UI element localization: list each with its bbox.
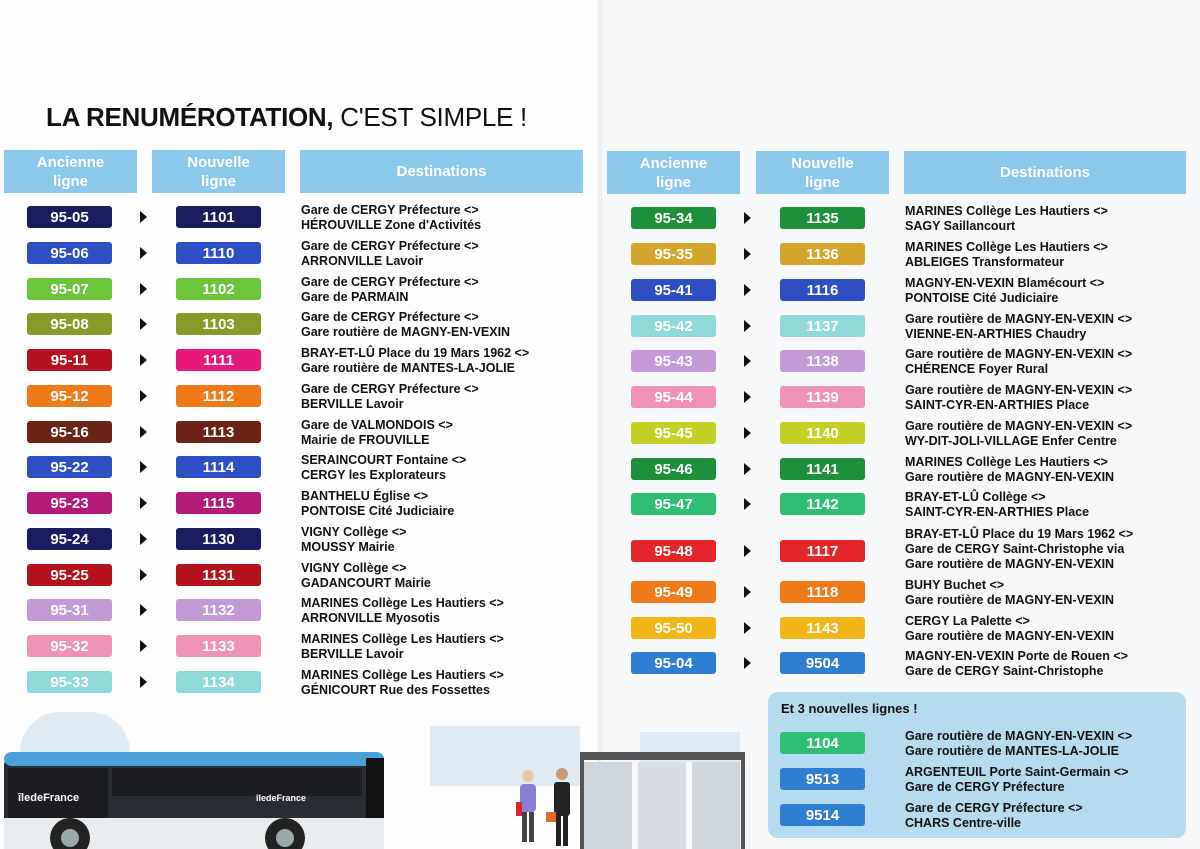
destination-line: VIENNE-EN-ARTHIES Chaudry — [905, 327, 1087, 341]
destination-line: BUHY Buchet <> — [905, 578, 1005, 592]
destination-text — [301, 346, 529, 376]
destination-line: ABLEIGES Transformateur — [905, 255, 1065, 269]
new-line-badge: 1114 — [176, 456, 261, 478]
destination-line: ARRONVILLE Myosotis — [301, 611, 440, 625]
destination-line: CERGY La Palette <> — [905, 614, 1030, 628]
old-line-badge: 95-11 — [27, 349, 112, 371]
destination-line: SAINT-CYR-EN-ARTHIES Place — [905, 398, 1090, 412]
passengers-illustration — [512, 764, 584, 849]
destination-text — [301, 668, 504, 698]
destination-line: Gare de CERGY Préfecture <> — [301, 310, 479, 324]
arrow-right-icon — [140, 211, 147, 223]
page-title: LA RENUMÉROTATION, C'EST SIMPLE ! — [46, 102, 527, 132]
arrow-right-icon — [744, 212, 751, 224]
new-line-badge: 1142 — [780, 493, 865, 515]
destination-text — [905, 765, 1128, 795]
destination-line: Gare routière de MAGNY-EN-VEXIN — [905, 470, 1115, 484]
destination-line: Gare routière de MAGNY-EN-VEXIN — [905, 629, 1115, 643]
old-line-badge: 95-25 — [27, 564, 112, 586]
header-new-line: Nouvelle ligne — [152, 150, 285, 193]
arrow-right-icon — [140, 676, 147, 688]
destination-line: ARRONVILLE Lavoir — [301, 254, 424, 268]
destination-text — [905, 204, 1108, 234]
old-line-badge: 95-12 — [27, 385, 112, 407]
destination-line: GÉNICOURT Rue des Fossettes — [301, 683, 490, 697]
arrow-right-icon — [744, 498, 751, 510]
destination-text — [905, 649, 1128, 679]
destination-line: SAINT-CYR-EN-ARTHIES Place — [905, 505, 1090, 519]
header-old-line: Ancienne ligne — [4, 150, 137, 193]
destination-line: WY-DIT-JOLI-VILLAGE Enfer Centre — [905, 434, 1117, 448]
old-line-badge: 95-44 — [631, 386, 716, 408]
new-line-badge: 1112 — [176, 385, 261, 407]
destination-text — [905, 578, 1114, 608]
destination-text — [301, 632, 504, 662]
destination-line: Gare de CERGY Préfecture <> — [301, 275, 479, 289]
destination-text — [905, 276, 1104, 306]
destination-text — [301, 418, 453, 448]
arrow-right-icon — [744, 657, 751, 669]
arrow-right-icon — [744, 320, 751, 332]
destination-line: MARINES Collège Les Hautiers <> — [905, 240, 1108, 254]
new-line-badge: 1104 — [780, 732, 865, 754]
destination-text — [905, 419, 1132, 449]
destination-text — [905, 527, 1133, 572]
destination-text — [301, 203, 481, 233]
destination-text — [905, 347, 1132, 377]
destination-text — [301, 596, 504, 626]
destination-line: MARINES Collège Les Hautiers <> — [301, 632, 504, 646]
new-line-badge: 1141 — [780, 458, 865, 480]
destination-line: BANTHELU Église <> — [301, 489, 429, 503]
destination-line: CERGY les Explorateurs — [301, 468, 446, 482]
old-line-badge: 95-42 — [631, 315, 716, 337]
new-line-badge: 1113 — [176, 421, 261, 443]
destination-line: VIGNY Collège <> — [301, 525, 407, 539]
new-line-badge: 1110 — [176, 242, 261, 264]
destination-line: BRAY-ET-LÛ Place du 19 Mars 1962 <> — [905, 527, 1134, 541]
new-line-badge: 1101 — [176, 206, 261, 228]
new-line-badge: 1139 — [780, 386, 865, 408]
destination-line: MAGNY-EN-VEXIN Porte de Rouen <> — [905, 649, 1128, 663]
old-line-badge: 95-22 — [27, 456, 112, 478]
destination-text — [905, 455, 1114, 485]
destination-text — [905, 240, 1108, 270]
new-line-badge: 1140 — [780, 422, 865, 444]
old-line-badge: 95-43 — [631, 350, 716, 372]
destination-text — [301, 310, 510, 340]
page-fold — [598, 0, 602, 849]
destination-line: BERVILLE Lavoir — [301, 397, 404, 411]
arrow-right-icon — [140, 497, 147, 509]
arrow-right-icon — [140, 354, 147, 366]
destination-line: Gare de CERGY Saint-Christophe via — [905, 542, 1125, 556]
destination-text — [301, 239, 479, 269]
new-line-badge: 1103 — [176, 313, 261, 335]
destination-line: CHÉRENCE Foyer Rural — [905, 362, 1049, 376]
old-line-badge: 95-41 — [631, 279, 716, 301]
destination-line: Gare de CERGY Préfecture <> — [301, 382, 479, 396]
destination-text — [301, 525, 406, 555]
new-line-badge: 1102 — [176, 278, 261, 300]
new-line-badge: 9513 — [780, 768, 865, 790]
old-line-badge: 95-07 — [27, 278, 112, 300]
destination-line: MAGNY-EN-VEXIN Blamécourt <> — [905, 276, 1105, 290]
old-line-badge: 95-06 — [27, 242, 112, 264]
old-line-badge: 95-46 — [631, 458, 716, 480]
new-line-badge: 1138 — [780, 350, 865, 372]
new-line-badge: 1118 — [780, 581, 865, 603]
arrow-right-icon — [140, 247, 147, 259]
old-line-badge: 95-32 — [27, 635, 112, 657]
destination-text — [905, 490, 1089, 520]
new-line-badge: 9504 — [780, 652, 865, 674]
destination-line: Gare routière de MAGNY-EN-VEXIN <> — [905, 347, 1133, 361]
new-line-badge: 1136 — [780, 243, 865, 265]
destination-text — [301, 489, 454, 519]
old-line-badge: 95-33 — [27, 671, 112, 693]
arrow-right-icon — [140, 569, 147, 581]
destination-line: Gare de CERGY Saint-Christophe — [905, 664, 1104, 678]
destination-line: Gare routière de MAGNY-EN-VEXIN — [905, 593, 1115, 607]
destination-line: MARINES Collège Les Hautiers <> — [905, 204, 1108, 218]
old-line-badge: 95-24 — [27, 528, 112, 550]
old-line-badge: 95-35 — [631, 243, 716, 265]
new-line-badge: 1115 — [176, 492, 261, 514]
arrow-right-icon — [140, 640, 147, 652]
destination-line: Gare routière de MAGNY-EN-VEXIN <> — [905, 383, 1133, 397]
destination-line: MARINES Collège Les Hautiers <> — [301, 596, 504, 610]
arrow-right-icon — [744, 391, 751, 403]
destination-line: Gare routière de MANTES-LA-JOLIE — [301, 361, 515, 375]
destination-line: SAGY Saillancourt — [905, 219, 1016, 233]
new-line-badge: 1133 — [176, 635, 261, 657]
destination-line: Gare de PARMAIN — [301, 290, 409, 304]
destination-line: Gare routière de MANTES-LA-JOLIE — [905, 744, 1119, 758]
destination-text — [301, 382, 479, 412]
arrow-right-icon — [140, 533, 147, 545]
old-line-badge: 95-04 — [631, 652, 716, 674]
destination-line: MOUSSY Mairie — [301, 540, 395, 554]
arrow-right-icon — [744, 622, 751, 634]
destination-line: Gare de CERGY Préfecture — [905, 780, 1065, 794]
new-line-badge: 1117 — [780, 540, 865, 562]
old-line-badge: 95-23 — [27, 492, 112, 514]
destination-line: GADANCOURT Mairie — [301, 576, 431, 590]
destination-line: MARINES Collège Les Hautiers <> — [905, 455, 1108, 469]
new-line-badge: 1132 — [176, 599, 261, 621]
new-line-badge: 1143 — [780, 617, 865, 639]
destination-line: PONTOISE Cité Judiciaire — [301, 504, 455, 518]
arrow-right-icon — [744, 586, 751, 598]
destination-line: Gare routière de MAGNY-EN-VEXIN <> — [905, 419, 1133, 433]
old-line-badge: 95-47 — [631, 493, 716, 515]
arrow-right-icon — [744, 355, 751, 367]
bus-brand-logo: îledeFrance — [18, 792, 80, 804]
arrow-right-icon — [744, 545, 751, 557]
new-lines-title: Et 3 nouvelles lignes ! — [781, 701, 918, 716]
destination-text — [905, 614, 1114, 644]
destination-line: Gare routière de MAGNY-EN-VEXIN — [905, 557, 1115, 571]
old-line-badge: 95-34 — [631, 207, 716, 229]
new-line-badge: 1130 — [176, 528, 261, 550]
destination-line: CHARS Centre-ville — [905, 816, 1021, 830]
arrow-right-icon — [140, 390, 147, 402]
destination-line: BRAY-ET-LÛ Place du 19 Mars 1962 <> — [301, 346, 530, 360]
destination-line: Gare routière de MAGNY-EN-VEXIN <> — [905, 729, 1133, 743]
new-line-badge: 9514 — [780, 804, 865, 826]
old-line-badge: 95-31 — [27, 599, 112, 621]
destination-text — [301, 275, 479, 305]
destination-line: BRAY-ET-LÛ Collège <> — [905, 490, 1046, 504]
arrow-right-icon — [140, 461, 147, 473]
destination-line: BERVILLE Lavoir — [301, 647, 404, 661]
header-old-line-right: Ancienne ligne — [607, 151, 740, 194]
new-line-badge: 1134 — [176, 671, 261, 693]
old-line-badge: 95-08 — [27, 313, 112, 335]
destination-text — [905, 729, 1132, 759]
header-destinations: Destinations — [300, 150, 583, 193]
new-line-badge: 1137 — [780, 315, 865, 337]
destination-text — [905, 312, 1132, 342]
destination-text — [301, 453, 466, 483]
destination-line: Gare de CERGY Préfecture <> — [301, 203, 479, 217]
old-line-badge: 95-48 — [631, 540, 716, 562]
arrow-right-icon — [140, 426, 147, 438]
arrow-right-icon — [744, 284, 751, 296]
destination-line: Gare routière de MAGNY-EN-VEXIN — [301, 325, 511, 339]
new-line-badge: 1135 — [780, 207, 865, 229]
old-line-badge: 95-49 — [631, 581, 716, 603]
destination-text — [905, 383, 1132, 413]
arrow-right-icon — [140, 283, 147, 295]
destination-line: MARINES Collège Les Hautiers <> — [301, 668, 504, 682]
old-line-badge: 95-45 — [631, 422, 716, 444]
destination-text — [301, 561, 431, 591]
arrow-right-icon — [140, 604, 147, 616]
destination-line: ARGENTEUIL Porte Saint-Germain <> — [905, 765, 1129, 779]
header-new-line-right: Nouvelle ligne — [756, 151, 889, 194]
new-line-badge: 1111 — [176, 349, 261, 371]
destination-line: Gare de CERGY Préfecture <> — [301, 239, 479, 253]
arrow-right-icon — [140, 318, 147, 330]
destination-line: Gare de CERGY Préfecture <> — [905, 801, 1083, 815]
destination-line: Gare de VALMONDOIS <> — [301, 418, 453, 432]
arrow-right-icon — [744, 463, 751, 475]
arrow-right-icon — [744, 248, 751, 260]
destination-line: Mairie de FROUVILLE — [301, 433, 430, 447]
destination-line: PONTOISE Cité Judiciaire — [905, 291, 1059, 305]
bus-brand-logo-side: îledeFrance — [256, 793, 307, 803]
destination-line: SERAINCOURT Fontaine <> — [301, 453, 467, 467]
destination-text — [905, 801, 1083, 831]
arrow-right-icon — [744, 427, 751, 439]
old-line-badge: 95-05 — [27, 206, 112, 228]
old-line-badge: 95-16 — [27, 421, 112, 443]
bus-shelter-illustration — [580, 752, 745, 849]
destination-line: Gare routière de MAGNY-EN-VEXIN <> — [905, 312, 1133, 326]
old-line-badge: 95-50 — [631, 617, 716, 639]
destination-line: VIGNY Collège <> — [301, 561, 407, 575]
new-line-badge: 1131 — [176, 564, 261, 586]
destination-line: HÉROUVILLE Zone d'Activités — [301, 218, 482, 232]
new-line-badge: 1116 — [780, 279, 865, 301]
header-destinations-right: Destinations — [904, 151, 1186, 194]
